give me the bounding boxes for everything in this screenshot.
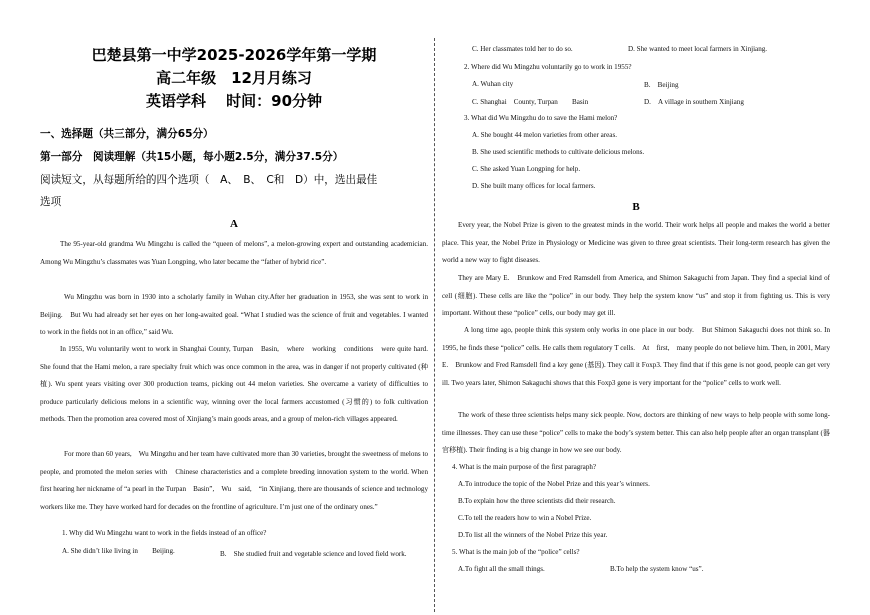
question-3-option-a: A. She bought 44 melon varieties from other areas. (472, 131, 617, 139)
exam-title-line1: 巴楚县第一中学2025-2026学年第一学期 (91, 46, 377, 64)
question-5-option-b: B.To help the system know “us”. (610, 565, 704, 573)
section-heading: 一、选择题（共三部分，满分65分） (40, 128, 214, 140)
question-3-option-c: C. She asked Yuan Longping for help. (472, 165, 581, 173)
column-divider (434, 38, 435, 612)
question-5-option-a: A.To fight all the small things. (458, 565, 545, 573)
question-1-stem: 1. Why did Wu Mingzhu want to work in the fields instead of an office? (62, 529, 267, 537)
question-5-stem: 5. What is the main job of the “police” cells? (452, 548, 580, 556)
passage-b-paragraph-2: They are Mary E. Brunkow and Fred Ramsdell from America, and Shimon Sakaguchi from Japan. They find a special kind of cell (细胞). These cells are like the “police” in our body. They help the system know “us” and stop it from fighting us. This is very important. Without these “police” cells, our body may get ill. (442, 274, 830, 318)
passage-a-paragraph-2: Wu Mingzhu was born in 1930 into a scholarly family in Wuhan city.After her graduation in 1953, she was sent to work in Beijing. But Wu had already set her eyes on her long-awaited goal. “What I studied was the science of fruit and vegetables. I wanted to work in the fields not in an office,” said Wu. (40, 293, 436, 337)
question-2-option-d: D. A village in southern Xinjiang (644, 98, 744, 106)
instruction-line1: 阅读短文，从每题所给的四个选项（ A、 B、 C和 D）中，选出最佳 (40, 174, 378, 186)
passage-a-paragraph-4: For more than 60 years, Wu Mingzhu and her team have cultivated more than 30 varieties, brought the sweetness of melons to people, and promoted the melon series with Chinese characteristics and a complete breeding innovation system to the world. When first hearing her nickname of “a pearl in the Turpan Basin”, Wu said, “in Xinjiang, there are thousands of science and technology workers like me. They have worked hard for decades on the frontline of agriculture. I’m just one of the ordinary ones.” (40, 450, 428, 511)
passage-a-label: A (230, 218, 238, 230)
exam-title-line3: 英语学科 时间：90分钟 (145, 92, 323, 110)
instruction-line2: 选项 (40, 196, 62, 208)
passage-a-paragraph-3: In 1955, Wu voluntarily went to work in Shanghai County, Turpan Basin, where working conditions were quite hard. She found that the Hami melon, a rare specialty fruit which was once common in the area, was in danger if not properly cultivated (种植). Wu spent years visiting over 300 production teams, picking out 44 melon varieties. She overcame a variety of difficulties to produce particularly delicious melons in a scientific way, winning over the local farmers accustomed (习惯的) to folk cultivation methods. Then the promotion area covered most of Xinjiang’s main goods areas, and a group of melon-rich villages appeared. (40, 345, 428, 424)
question-4-option-c: C.To tell the readers how to win a Nobel Prize. (458, 514, 592, 522)
passage-a-paragraph-1: The 95-year-old grandma Wu Mingzhu is called the “queen of melons”, a melon-growing expert and outstanding academician. Among Wu Mingzhu’s classmates was Yuan Longping, who later became the “father of hybrid rice”. (40, 240, 428, 266)
question-3-option-b: B. She used scientific methods to cultivate delicious melons. (472, 148, 645, 156)
question-2-option-c: C. Shanghai County, Turpan Basin (472, 98, 589, 106)
passage-b-paragraph-1: Every year, the Nobel Prize is given to the greatest minds in the world. Their work helps all people and makes the world a better place. This year, the Nobel Prize in Physiology or Medicine was given to three great scientists. Their long-term research has given the world a new way to fight diseases. (442, 221, 830, 265)
question-1-option-b: B. She studied fruit and vegetable science and loved field work. (220, 550, 407, 558)
question-2-option-a: A. Wuhan city (472, 80, 514, 88)
question-4-option-a: A.To introduce the topic of the Nobel Prize and this year’s winners. (458, 480, 650, 488)
question-3-stem: 3. What did Wu Mingzhu do to save the Hami melon? (464, 114, 618, 122)
part-heading: 第一部分 阅读理解（共15小题，每小题2.5分，满分37.5分） (40, 151, 344, 163)
question-3-option-d: D. She built many offices for local farmers. (472, 182, 596, 190)
question-1-option-a: A. She didn’t like living in Beijing. (62, 547, 175, 555)
question-4-stem: 4. What is the main purpose of the first paragraph? (452, 463, 597, 471)
question-2-stem: 2. Where did Wu Mingzhu voluntarily go to work in 1955? (464, 63, 632, 71)
passage-b-label: B (632, 201, 640, 213)
question-4-option-d: D.To list all the winners of the Nobel Prize this year. (458, 531, 608, 539)
question-2-option-b: B. Beijing (644, 81, 679, 89)
question-1-option-d: D. She wanted to meet local farmers in Xinjiang. (628, 45, 768, 53)
passage-b-paragraph-4: The work of these three scientists helps many sick people. Now, doctors are thinking of new ways to help people with some long-time illnesses. They can use these “police” cells to make the body’s system better. This can also help people after an organ transplant (器官移植). Their finding is a big change in how we see our body. (442, 411, 830, 455)
question-1-option-c: C. Her classmates told her to do so. (472, 45, 573, 53)
question-4-option-b: B.To explain how the three scientists did their research. (458, 497, 616, 505)
passage-b-paragraph-3: A long time ago, people think this system only works in one place in our body. But Shimon Sakaguchi does not think so. In 1995, he finds these “police” cells. He calls them regulatory T cells. At first, many people do not believe him. Then, in 2001, Mary E. Brunkow and Fred Ramsdell find a key gene (基因). They call it Foxp3. They find that if this gene is not good, people can get very ill. Two years later, Shimon Sakaguchi shows that this Foxp3 gene is very important for the “police” cells to work well. (442, 326, 830, 387)
exam-title-line2: 高二年级 12月月练习 (156, 69, 312, 87)
